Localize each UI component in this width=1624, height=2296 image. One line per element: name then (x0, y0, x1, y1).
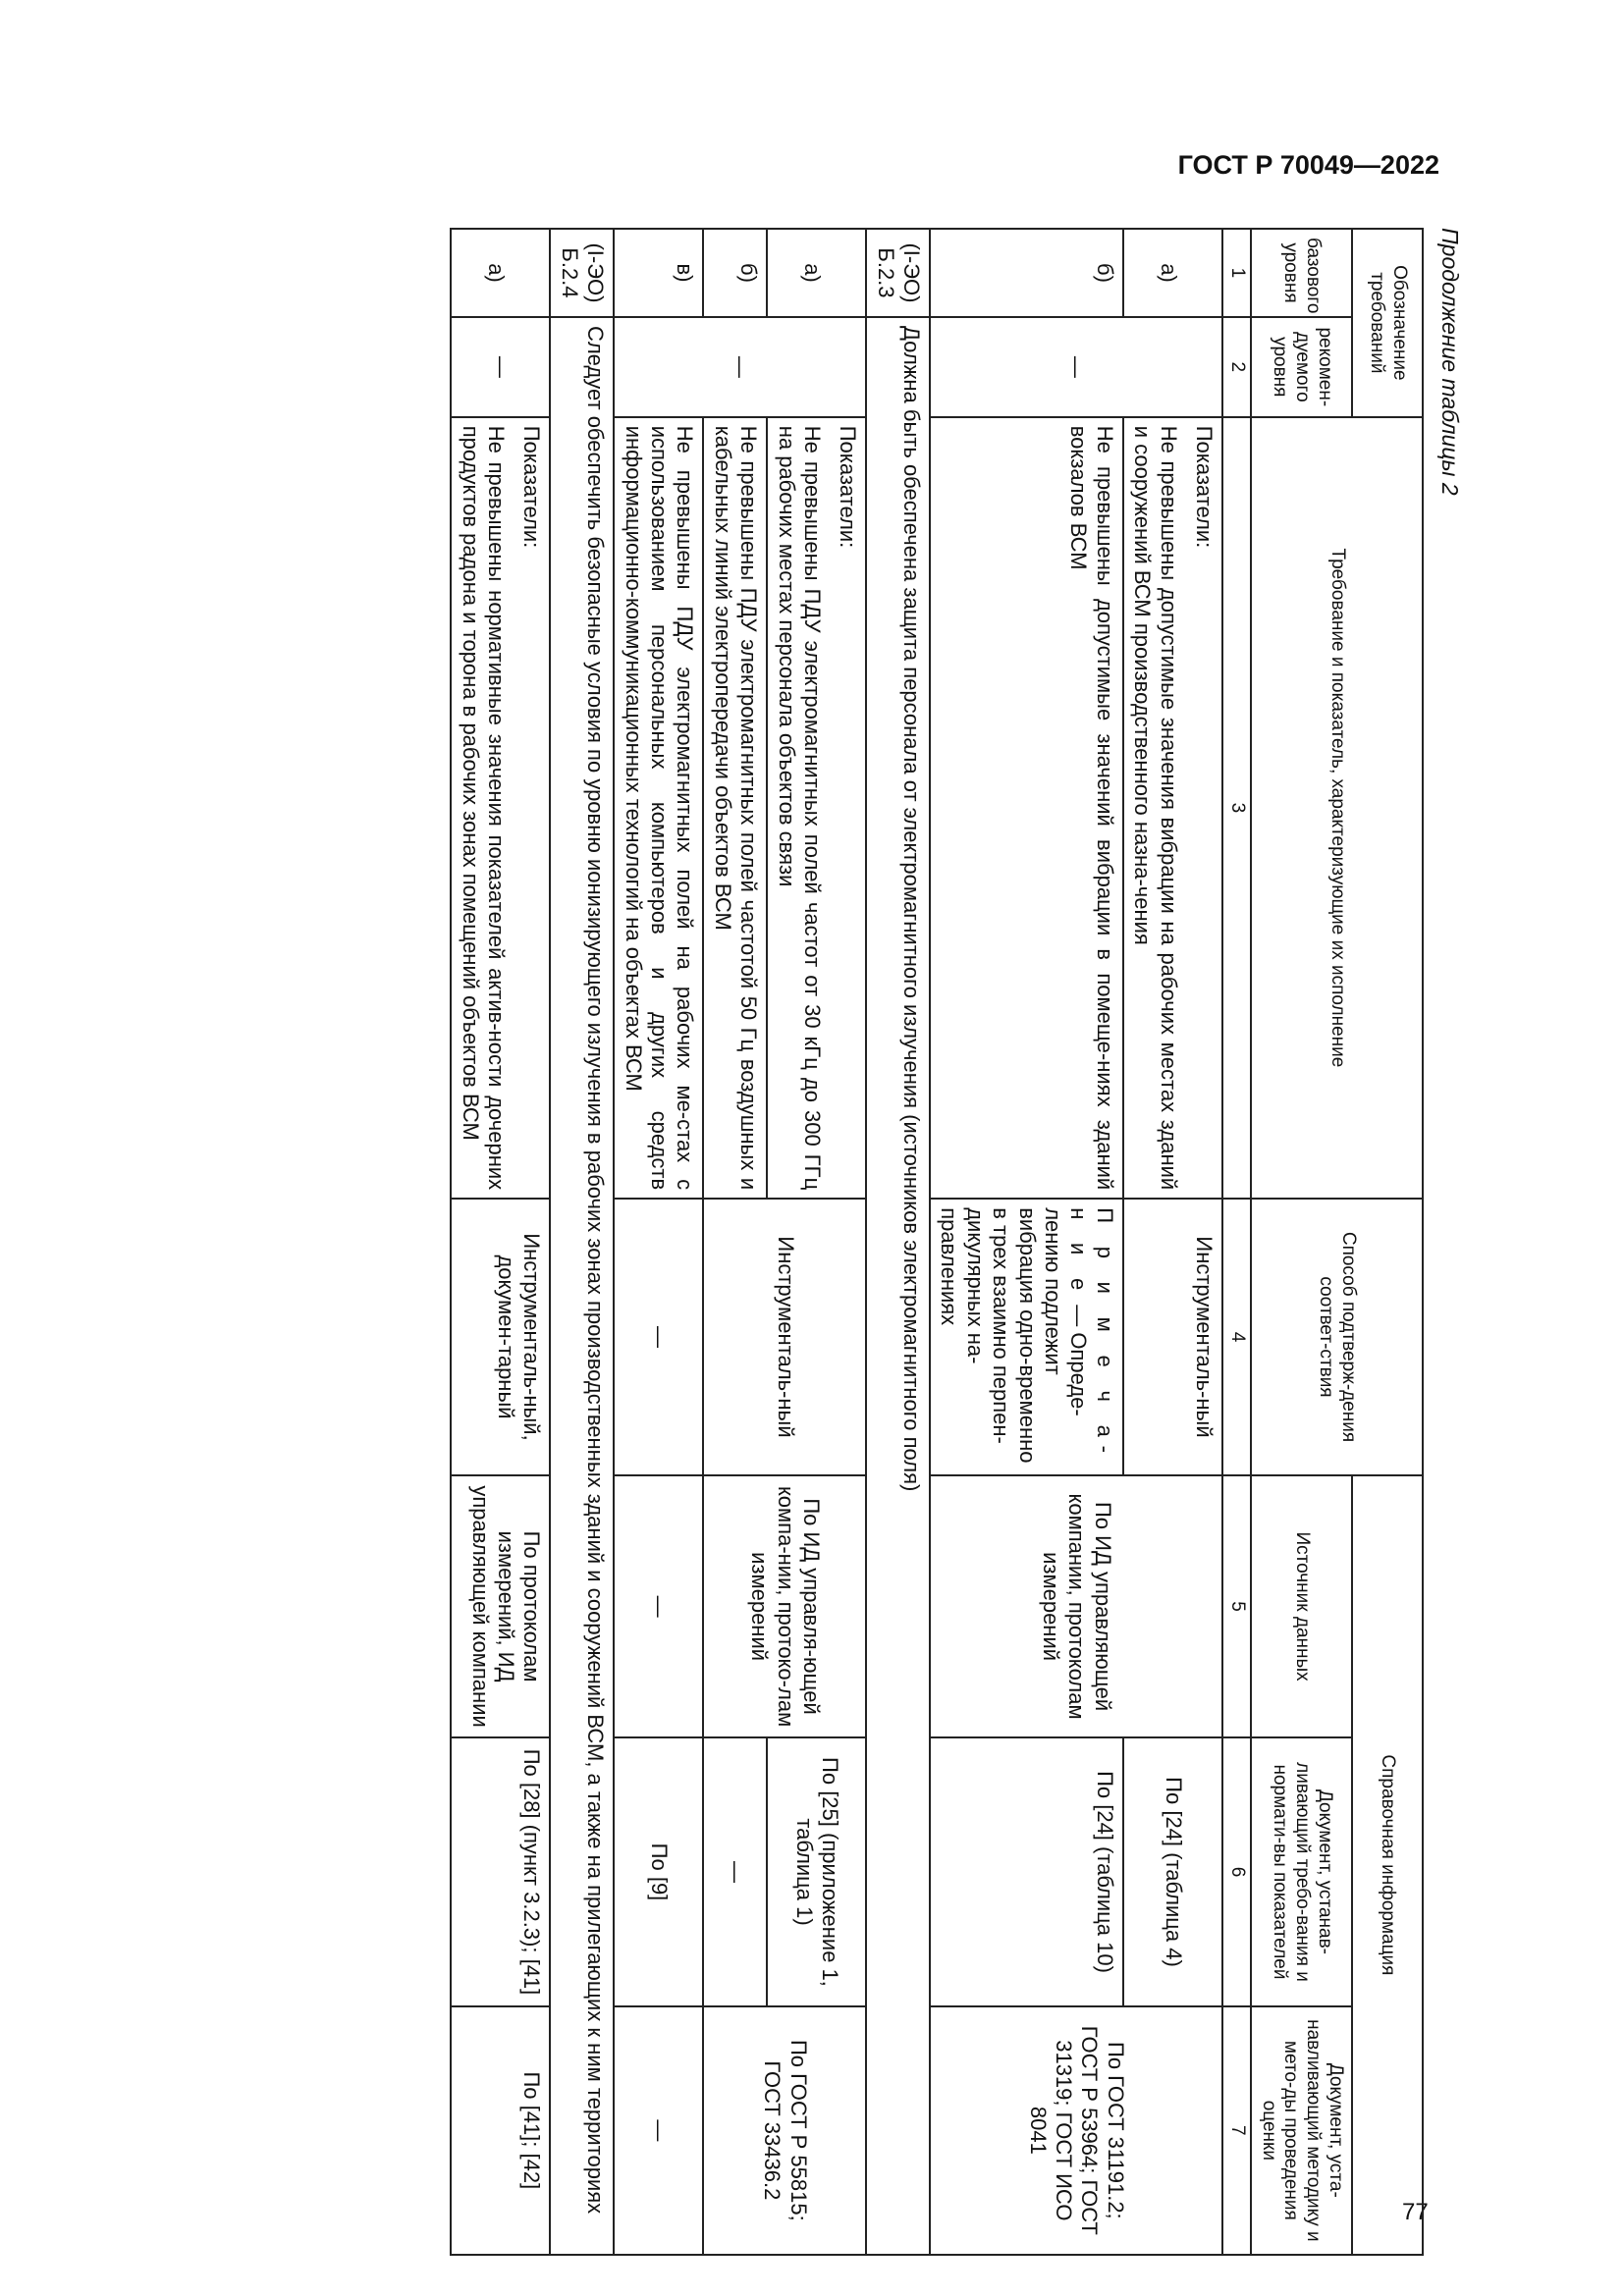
section-id: (I-ЭО) Б.2.3 (866, 229, 930, 317)
source-cell: По ИД управля-ющей компа-нии, протоко-лам измерений (703, 1475, 866, 1737)
col-number: 7 (1222, 2006, 1251, 2255)
recommended-level-cell: — (451, 317, 550, 417)
method-cell: Инструменталь-ный (703, 1199, 866, 1475)
method-doc-cell: По ГОСТ Р 55815; ГОСТ 33436.2 (703, 2006, 866, 2255)
row-id: б) (930, 229, 1123, 317)
note-text: — Опреде-лению подлежит вибрация одно-временно в трех взаимно перпен-дикулярных на-правлениях (937, 1207, 1092, 1464)
source-cell: По ИД управляющей компании, протоколам измерений (930, 1475, 1222, 1737)
column-number-row (1222, 229, 1251, 2255)
requirement-text: Не превышены ПДУ электромагнитных полей частот от 30 кГц до 300 ГГц на рабочих местах персонала объектов связи (767, 417, 830, 1199)
document-code: ГОСТ Р 70049—2022 (1177, 150, 1439, 180)
col-number: 3 (1222, 417, 1251, 1199)
requirement-doc-cell: По [25] (приложение 1, таблица 1) (767, 1737, 866, 2005)
row-id: в) (614, 229, 703, 317)
row-id: а) (1123, 229, 1186, 317)
section-text: Должна быть обеспечена защита персонала от электромагнитного излучения (источников электромагнитного поля) (866, 317, 930, 2255)
method-cell: Инструменталь-ный (1123, 1199, 1222, 1475)
col-number: 4 (1222, 1199, 1251, 1475)
header-row-1 (1352, 229, 1423, 2255)
method-doc-cell: — (614, 2006, 703, 2255)
row-id: а) (451, 229, 514, 317)
requirement-doc-cell: По [24] (таблица 10) (930, 1737, 1123, 2005)
method-cell: — (614, 1199, 703, 1475)
requirement-text: Не превышены ПДУ электромагнитных полей на рабочих ме-стах с использованием персональных компьютеров и других средств информационно-коммуникационных технологий на объектах ВСМ (614, 417, 703, 1199)
section-row (550, 229, 614, 2255)
row-id: б) (703, 229, 767, 317)
table-caption: Продолжение таблицы 2 (1437, 228, 1463, 496)
method-header: Способ подтверж-дения соответ-ствия (1251, 1199, 1423, 1475)
section-row (866, 229, 930, 2255)
table-row (1186, 229, 1222, 2255)
note-label: П р и м е ч а-н и е (1066, 1207, 1117, 1462)
source-cell: — (614, 1475, 703, 1737)
col-number: 1 (1222, 229, 1251, 317)
requirements-table (450, 228, 1424, 2256)
page-number: 77 (1402, 2199, 1429, 2225)
requirement-header: Требование и показатель, характеризующие их исполнение (1251, 417, 1423, 1199)
method-note (930, 1199, 1123, 1475)
indicators-label: Показатели: (830, 417, 866, 1199)
indicators-label: Показатели: (1186, 417, 1222, 1199)
section-id: (I-ЭО) Б.2.4 (550, 229, 614, 317)
requirement-text: Не превышены ПДУ электромагнитных полей частотой 50 Гц воздушных и кабельных линий электропередачи объектов ВСМ (703, 417, 767, 1199)
section-text: Следует обеспечить безопасные условия по уровню ионизирующего излучения в рабочих зонах производственных зданий и сооружений ВСМ, а также на прилегающих к ним территориях (550, 317, 614, 2255)
requirement-doc-cell: — (703, 1737, 767, 2005)
designation-header: Обозначение требований (1352, 229, 1423, 417)
requirement-doc-cell: По [28] (пункт 3.2.3); [41] (451, 1737, 550, 2005)
indicators-label: Показатели: (514, 417, 550, 1199)
method-doc-cell: По ГОСТ 31191.2; ГОСТ Р 53964; ГОСТ 31319; ГОСТ ИСО 8041 (930, 2006, 1222, 2255)
recommended-level-cell: — (614, 317, 866, 417)
recommended-level-cell: — (930, 317, 1222, 417)
method-cell: Инструменталь-ный, докумен-тарный (451, 1199, 550, 1475)
requirements-doc-header: Документ, устанав-ливающий требо-вания и нормати-вы показателей (1251, 1737, 1352, 2005)
row-id: а) (767, 229, 830, 317)
requirement-text: Не превышены допустимые значений вибрации в помеще-ниях зданий вокзалов ВСМ (930, 417, 1123, 1199)
col-number: 6 (1222, 1737, 1251, 2005)
col-number: 5 (1222, 1475, 1251, 1737)
table-row (614, 229, 703, 2255)
requirement-doc-cell: По [9] (614, 1737, 703, 2005)
source-cell: По протоколам измерений, ИД управляющей компании (451, 1475, 550, 1737)
table-row (830, 229, 866, 2255)
requirement-doc-cell: По [24] (таблица 4) (1123, 1737, 1222, 2005)
reference-header: Справочная информация (1352, 1475, 1423, 2255)
base-level-header: базового уровня (1251, 229, 1352, 317)
requirement-text: Не превышены допустимые значения вибрации на рабочих местах зданий и сооружений ВСМ производственного назна-чения (1123, 417, 1186, 1199)
methods-doc-header: Документ, уста-навливающий методику и мето-ды проведения оценки (1251, 2006, 1352, 2255)
col-number: 2 (1222, 317, 1251, 417)
rotated-page-content (187, 228, 1463, 2256)
table-row (930, 229, 1123, 2255)
recommended-level-header: рекомен-дуемого уровня (1251, 317, 1352, 417)
requirement-text: Не превышены нормативные значения показателей актив-ности дочерних продуктов радона и торона в рабочих зонах помещений объектов ВСМ (451, 417, 514, 1199)
table-row (514, 229, 550, 2255)
data-source-header: Источник данных (1251, 1475, 1352, 1737)
method-doc-cell: По [41]; [42] (451, 2006, 550, 2255)
